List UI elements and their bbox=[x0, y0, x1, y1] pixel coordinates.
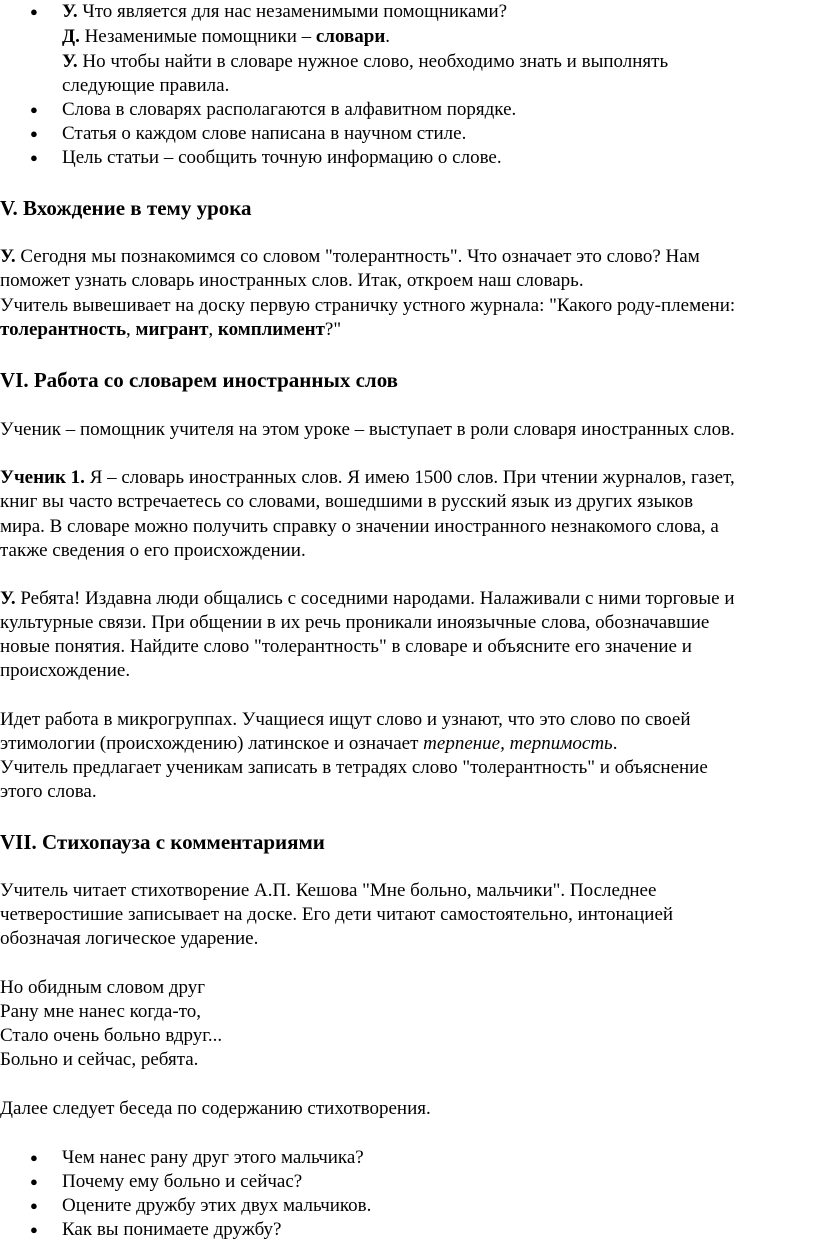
bullet-icon: ● bbox=[30, 102, 38, 117]
poem-line: Больно и сейчас, ребята. bbox=[0, 1049, 199, 1070]
paragraph-line: У. Сегодня мы познакомимся со словом "толерантность". Что означает это слово? Нам bbox=[0, 246, 700, 267]
paragraph-line: новые понятия. Найдите слово "толерантность" в словаре и объясните его значение и bbox=[0, 636, 692, 657]
bullet-icon: ● bbox=[30, 1174, 38, 1189]
paragraph-line: происхождение. bbox=[0, 660, 131, 681]
bullet-icon: ● bbox=[30, 1198, 38, 1213]
section-heading: VII. Стихопауза с комментариями bbox=[0, 830, 325, 854]
list-item: У. Что является для нас незаменимыми помощниками? bbox=[62, 1, 508, 22]
paragraph-line: Учитель читает стихотворение А.П. Кешова "Мне больно, мальчики". Последнее bbox=[0, 880, 657, 901]
paragraph-line: этимологии (происхождению) латинское и означает терпение, терпимость. bbox=[0, 733, 618, 754]
poem-line: Но обидным словом друг bbox=[0, 977, 206, 998]
list-item: Статья о каждом слове написана в научном стиле. bbox=[62, 123, 467, 144]
paragraph-line: Идет работа в микрогруппах. Учащиеся ищут слово и узнают, что это слово по своей bbox=[0, 709, 691, 730]
list-item: Как вы понимаете дружбу? bbox=[62, 1219, 282, 1240]
list-item: Слова в словарях располагаются в алфавитном порядке. bbox=[62, 99, 517, 120]
paragraph-line: Ученик – помощник учителя на этом уроке – выступает в роли словаря иностранных слов. bbox=[0, 419, 735, 440]
list-item: Чем нанес рану друг этого мальчика? bbox=[62, 1147, 364, 1168]
list-item: Цель статьи – сообщить точную информацию о слове. bbox=[62, 147, 502, 168]
paragraph-line: Ученик 1. Я – словарь иностранных слов. Я имею 1500 слов. При чтении журналов, газет, bbox=[0, 467, 735, 488]
paragraph-line: У. Ребята! Издавна люди общались с соседними народами. Налаживали с ними торговые и bbox=[0, 588, 735, 609]
paragraph-line: обозначая логическое ударение. bbox=[0, 928, 259, 949]
section-heading: VI. Работа со словарем иностранных слов bbox=[0, 368, 399, 392]
list-item: Почему ему больно и сейчас? bbox=[62, 1171, 303, 1192]
poem-line: Стало очень больно вдруг... bbox=[0, 1025, 223, 1046]
paragraph-line: Далее следует беседа по содержанию стихотворения. bbox=[0, 1098, 431, 1119]
section-heading: V. Вхождение в тему урока bbox=[0, 196, 252, 220]
list-item-line: следующие правила. bbox=[62, 75, 230, 96]
poem-line: Рану мне нанес когда-то, bbox=[0, 1001, 201, 1022]
list-item-line: У. Но чтобы найти в словаре нужное слово, необходимо знать и выполнять bbox=[62, 51, 669, 72]
bullet-icon: ● bbox=[30, 1222, 38, 1237]
paragraph-line: поможет узнать словарь иностранных слов. Итак, откроем наш словарь. bbox=[0, 270, 584, 291]
bullet-icon: ● bbox=[30, 1150, 38, 1165]
bullet-icon: ● bbox=[30, 150, 38, 165]
paragraph-line: толерантность, мигрант, комплимент?" bbox=[0, 319, 342, 340]
bullet-icon: ● bbox=[30, 4, 38, 19]
paragraph-line: этого слова. bbox=[0, 781, 97, 802]
paragraph-line: четверостишие записывает на доске. Его дети читают самостоятельно, интонацией bbox=[0, 904, 674, 925]
list-item-line: Д. Незаменимые помощники – словари. bbox=[62, 26, 391, 47]
paragraph-line: Учитель предлагает ученикам записать в тетрадях слово "толерантность" и объяснение bbox=[0, 757, 708, 778]
paragraph-line: также сведения о его происхождении. bbox=[0, 540, 306, 561]
paragraph-line: книг вы часто встречаетесь со словами, вошедшими в русский язык из других языков bbox=[0, 491, 694, 512]
paragraph-line: культурные связи. При общении в их речь проникали иноязычные слова, обозначавшие bbox=[0, 612, 710, 633]
bullet-icon: ● bbox=[30, 126, 38, 141]
paragraph-line: Учитель вывешивает на доску первую страничку устного журнала: "Какого роду-племени: bbox=[0, 295, 736, 316]
paragraph-line: мира. В словаре можно получить справку о значении иностранного незнакомого слова, а bbox=[0, 516, 719, 537]
list-item: Оцените дружбу этих двух мальчиков. bbox=[62, 1195, 372, 1216]
